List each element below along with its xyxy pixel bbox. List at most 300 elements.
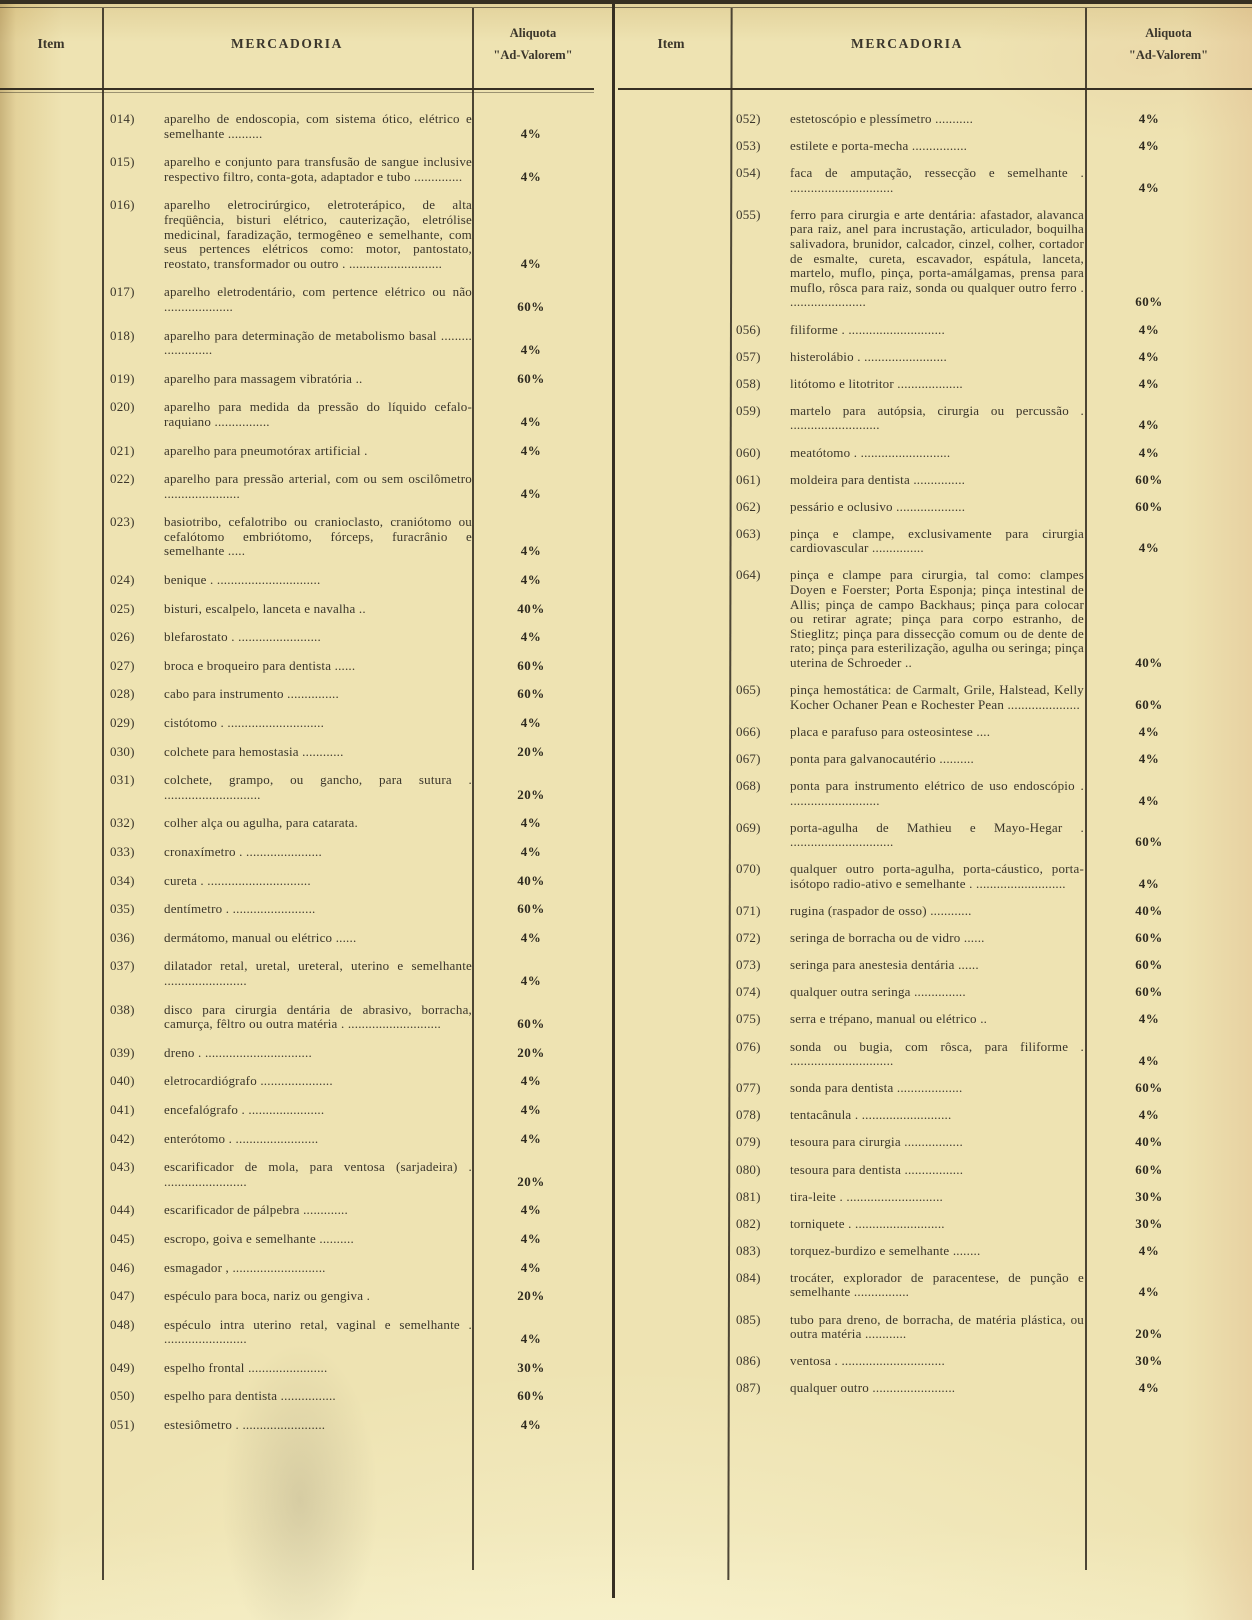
table-row bbox=[108, 687, 590, 702]
item-rate: 60% bbox=[517, 1388, 545, 1404]
item-rate: 4% bbox=[1138, 179, 1160, 195]
table-row bbox=[734, 725, 1230, 740]
item-description: qualquer outra seringa ............... bbox=[790, 984, 966, 1000]
item-number: 075) bbox=[736, 1011, 761, 1027]
table-row bbox=[734, 779, 1230, 808]
table-row bbox=[108, 1418, 590, 1433]
item-rate: 60% bbox=[1135, 930, 1163, 946]
table-row bbox=[108, 329, 590, 358]
table-row bbox=[108, 659, 590, 674]
item-description: espéculo intra uterino retal, vaginal e semelhante . ........................ bbox=[164, 1316, 472, 1347]
item-rate: 4% bbox=[1138, 792, 1160, 808]
item-description: tentacânula . .......................... bbox=[790, 1107, 952, 1123]
header-item-right: Item bbox=[657, 36, 685, 51]
item-description: cistótomo . ............................ bbox=[164, 715, 325, 731]
item-rate: 60% bbox=[1135, 984, 1163, 1000]
item-number: 071) bbox=[736, 903, 761, 919]
table-row bbox=[734, 1040, 1230, 1069]
item-description: basiotribo, cefalotribo ou cranioclasto, craniótomo ou cefalótomo embriótomo, fórceps, furacrânio e semelhante ..... bbox=[164, 514, 472, 559]
item-description: estesiômetro . ........................ bbox=[164, 1417, 326, 1433]
header-underline-right bbox=[618, 88, 1252, 90]
item-description: estetoscópio e plessímetro ........... bbox=[790, 111, 974, 126]
item-description: blefarostato . ........................ bbox=[164, 629, 321, 645]
table-row bbox=[734, 985, 1230, 1000]
item-description: seringa de borracha ou de vidro ...... bbox=[790, 930, 985, 946]
item-number: 082) bbox=[736, 1215, 761, 1231]
item-rate: 4% bbox=[1138, 138, 1160, 154]
table-row bbox=[108, 773, 590, 802]
item-description: aparelho de endoscopia, com sistema ótico, elétrico e semelhante .......... bbox=[164, 111, 472, 141]
entry-list-right bbox=[734, 112, 1230, 1396]
item-rate: 60% bbox=[517, 370, 545, 386]
item-number: 078) bbox=[736, 1107, 761, 1123]
item-description: rugina (raspador de osso) ............ bbox=[790, 903, 972, 919]
table-row bbox=[108, 1046, 590, 1061]
item-rate: 4% bbox=[520, 255, 542, 271]
item-description: broca e broqueiro para dentista ...... bbox=[164, 657, 356, 673]
item-rate: 4% bbox=[1138, 750, 1160, 766]
item-number: 086) bbox=[736, 1353, 761, 1369]
header-aliquota-right bbox=[1085, 0, 1252, 88]
item-description: aparelho eletrocirúrgico, eletroterápico, de alta freqüência, bisturi elétrico, cauterização, eletrólise medicinal, faradização, termogêneo e semelhante, com seus pertences elétricos como: motor, pantostato, reostato, transformador ou outro . ........................... bbox=[164, 197, 472, 271]
item-description: esmagador , ........................... bbox=[164, 1259, 326, 1275]
item-number: 025) bbox=[110, 600, 135, 616]
table-row bbox=[734, 323, 1230, 338]
item-rate: 60% bbox=[1135, 1161, 1163, 1177]
table-row bbox=[108, 602, 590, 617]
header-aliquota-right-line1: Aliquota bbox=[1145, 25, 1192, 40]
item-rate: 4% bbox=[520, 1331, 542, 1347]
table-row bbox=[734, 166, 1230, 195]
item-description: cureta . .............................. bbox=[164, 872, 311, 888]
item-description: qualquer outro ........................ bbox=[790, 1380, 956, 1396]
item-number: 039) bbox=[110, 1044, 135, 1060]
item-description: tubo para dreno, de borracha, de matéria plástica, ou outra matéria ............ bbox=[790, 1311, 1084, 1342]
table-row bbox=[108, 1203, 590, 1218]
item-number: 058) bbox=[736, 375, 761, 391]
item-rate: 4% bbox=[520, 1230, 542, 1246]
item-rate: 60% bbox=[1135, 471, 1163, 487]
item-number: 016) bbox=[110, 197, 135, 213]
item-number: 085) bbox=[736, 1311, 761, 1327]
table-row bbox=[108, 902, 590, 917]
item-description: enterótomo . ........................ bbox=[164, 1130, 319, 1146]
item-rate: 30% bbox=[1135, 1215, 1163, 1231]
item-number: 045) bbox=[110, 1230, 135, 1246]
table-row bbox=[108, 874, 590, 889]
header-aliquota-right-line2: "Ad-Valorem" bbox=[1128, 47, 1209, 62]
table-row bbox=[734, 683, 1230, 712]
item-rate: 20% bbox=[517, 1288, 545, 1304]
item-number: 020) bbox=[110, 399, 135, 415]
item-number: 047) bbox=[110, 1288, 135, 1304]
item-description: bisturi, escalpelo, lanceta e navalha .. bbox=[164, 600, 366, 616]
table-row bbox=[108, 155, 590, 184]
item-number: 036) bbox=[110, 929, 135, 945]
header-aliquota-left bbox=[472, 0, 594, 88]
item-description: faca de amputação, ressecção e semelhante . .............................. bbox=[790, 165, 1084, 195]
item-number: 049) bbox=[110, 1359, 135, 1375]
item-number: 065) bbox=[736, 682, 761, 698]
item-description: colher alça ou agulha, para catarata. bbox=[164, 815, 358, 831]
item-description: seringa para anestesia dentária ...... bbox=[790, 957, 979, 973]
table-row bbox=[108, 1132, 590, 1147]
item-description: dentímetro . ........................ bbox=[164, 901, 316, 917]
table-row bbox=[108, 845, 590, 860]
table-row bbox=[108, 515, 590, 559]
header-mercadoria-right: MERCADORIA bbox=[851, 36, 963, 51]
item-rate: 4% bbox=[520, 572, 542, 588]
item-description: trocáter, explorador de paracentese, de punção e semelhante ................ bbox=[790, 1269, 1084, 1300]
item-number: 076) bbox=[736, 1038, 761, 1054]
item-number: 038) bbox=[110, 1001, 135, 1017]
table-row bbox=[734, 1381, 1230, 1396]
item-rate: 4% bbox=[520, 485, 542, 501]
table-row bbox=[108, 472, 590, 501]
table-row bbox=[734, 568, 1230, 670]
item-number: 015) bbox=[110, 154, 135, 170]
table-row bbox=[734, 1081, 1230, 1096]
item-rate: 40% bbox=[1135, 1134, 1163, 1150]
item-number: 026) bbox=[110, 629, 135, 645]
item-description: aparelho para medida da pressão do líquido cefalo-raquiano ................ bbox=[164, 399, 472, 429]
item-description: aparelho para pressão arterial, com ou sem oscilômetro ...................... bbox=[164, 471, 472, 501]
item-rate: 4% bbox=[520, 629, 542, 645]
item-rate: 4% bbox=[1138, 723, 1160, 739]
item-description: tesoura para cirurgia ................. bbox=[790, 1134, 963, 1150]
item-rate: 4% bbox=[1138, 540, 1160, 556]
tariff-table-right bbox=[734, 112, 1230, 1396]
item-description: torniquete . .......................... bbox=[790, 1215, 945, 1231]
item-number: 069) bbox=[736, 819, 761, 835]
item-rate: 60% bbox=[517, 901, 545, 917]
item-description: escarificador de pálpebra ............. bbox=[164, 1202, 348, 1218]
item-rate: 60% bbox=[1135, 498, 1163, 514]
table-row bbox=[108, 1003, 590, 1032]
item-number: 073) bbox=[736, 957, 761, 973]
entry-list-left bbox=[108, 112, 590, 1433]
item-description: filiforme . ............................ bbox=[790, 321, 945, 337]
item-description: ventosa . .............................. bbox=[790, 1353, 945, 1369]
item-rate: 60% bbox=[517, 657, 545, 673]
table-row bbox=[734, 112, 1230, 127]
header-mercadoria-left: MERCADORIA bbox=[231, 36, 343, 51]
table-row bbox=[734, 1108, 1230, 1123]
item-description: sonda ou bugia, com rôsca, para filiforme . .............................. bbox=[790, 1038, 1084, 1069]
item-description: ferro para cirurgia e arte dentária: afastador, alavanca para raiz, anel para incrustação, articulador, boquilha salivadora, brunidor, calcador, cinzel, colher, cortador de esmalte, cureta, escavador, espátula, lanceta, martelo, muflo, pinça, porta-amálgamas, prensa para muflo, rôsca para raiz, sonda ou qualquer outro ferro . ...................... bbox=[790, 206, 1084, 310]
item-rate: 4% bbox=[520, 543, 542, 559]
table-row bbox=[108, 400, 590, 429]
item-rate: 60% bbox=[517, 1016, 545, 1032]
item-description: escropo, goiva e semelhante .......... bbox=[164, 1230, 354, 1246]
table-row bbox=[108, 1103, 590, 1118]
item-description: dermátomo, manual ou elétrico ...... bbox=[164, 929, 357, 945]
item-description: encefalógrafo . ...................... bbox=[164, 1101, 325, 1117]
table-row bbox=[108, 630, 590, 645]
item-number: 019) bbox=[110, 370, 135, 386]
item-number: 081) bbox=[736, 1188, 761, 1204]
item-number: 084) bbox=[736, 1269, 761, 1285]
table-row bbox=[734, 1190, 1230, 1205]
item-rate: 20% bbox=[517, 1173, 545, 1189]
table-row bbox=[734, 500, 1230, 515]
item-rate: 20% bbox=[517, 743, 545, 759]
item-rate: 4% bbox=[520, 1073, 542, 1089]
item-description: colchete para hemostasia ............ bbox=[164, 743, 344, 759]
item-rate: 4% bbox=[520, 1202, 542, 1218]
table-row bbox=[108, 1289, 590, 1304]
item-number: 035) bbox=[110, 901, 135, 917]
header-item-left: Item bbox=[37, 36, 65, 51]
item-rate: 4% bbox=[1138, 111, 1160, 126]
item-description: pinça e clampe, exclusivamente para cirurgia cardiovascular ............... bbox=[790, 525, 1084, 556]
table-row bbox=[108, 931, 590, 946]
item-description: serra e trépano, manual ou elétrico .. bbox=[790, 1011, 988, 1027]
table-row bbox=[734, 821, 1230, 850]
item-description: dilatador retal, uretal, ureteral, uterino e semelhante ........................ bbox=[164, 958, 472, 988]
item-number: 040) bbox=[110, 1073, 135, 1089]
item-description: pinça hemostática: de Carmalt, Grile, Halstead, Kelly Kocher Ochaner Pean e Rochester Pean ..................... bbox=[790, 682, 1084, 712]
item-rate: 4% bbox=[520, 1417, 542, 1433]
item-number: 053) bbox=[736, 138, 761, 154]
item-rate: 4% bbox=[520, 125, 542, 141]
item-number: 072) bbox=[736, 930, 761, 946]
table-row bbox=[108, 716, 590, 731]
item-description: aparelho e conjunto para transfusão de sangue inclusive respectivo filtro, conta-gota, adaptador e tubo .............. bbox=[164, 154, 472, 184]
item-column-rule-right bbox=[727, 8, 732, 1580]
item-number: 033) bbox=[110, 844, 135, 859]
item-number: 043) bbox=[110, 1159, 135, 1175]
table-row bbox=[734, 527, 1230, 556]
item-number: 014) bbox=[110, 111, 135, 126]
item-description: dreno . ............................... bbox=[164, 1044, 312, 1060]
table-row bbox=[734, 904, 1230, 919]
table-row bbox=[734, 1217, 1230, 1232]
item-rate: 4% bbox=[1138, 321, 1160, 337]
item-rate: 60% bbox=[517, 298, 545, 314]
item-rate: 4% bbox=[520, 972, 542, 988]
table-row bbox=[734, 446, 1230, 461]
item-description: moldeira para dentista ............... bbox=[790, 471, 966, 487]
table-row bbox=[734, 931, 1230, 946]
item-rate: 4% bbox=[520, 413, 542, 429]
item-number: 070) bbox=[736, 861, 761, 877]
item-number: 056) bbox=[736, 321, 761, 337]
item-description: aparelho para determinação de metabolismo basal ......... .............. bbox=[164, 327, 472, 358]
item-description: pessário e oclusivo .................... bbox=[790, 498, 966, 514]
table-row bbox=[734, 139, 1230, 154]
table-row bbox=[734, 1354, 1230, 1369]
item-description: placa e parafuso para osteosintese .... bbox=[790, 723, 991, 739]
table-row bbox=[734, 862, 1230, 891]
table-row bbox=[108, 1318, 590, 1347]
item-number: 079) bbox=[736, 1134, 761, 1150]
item-description: colchete, grampo, ou gancho, para sutura . ............................ bbox=[164, 772, 472, 802]
item-rate: 4% bbox=[1138, 875, 1160, 891]
item-description: aparelho para massagem vibratória .. bbox=[164, 370, 363, 386]
center-column-divider bbox=[612, 0, 615, 1598]
item-number: 024) bbox=[110, 572, 135, 588]
item-rate: 60% bbox=[1135, 957, 1163, 973]
table-row bbox=[108, 1361, 590, 1376]
table-row bbox=[108, 1232, 590, 1247]
table-row bbox=[108, 1074, 590, 1089]
item-description: tesoura para dentista ................. bbox=[790, 1161, 964, 1177]
item-description: sonda para dentista ................... bbox=[790, 1080, 963, 1096]
item-description: ponta para galvanocautério .......... bbox=[790, 750, 974, 766]
item-rate: 4% bbox=[520, 815, 542, 831]
item-number: 018) bbox=[110, 327, 135, 343]
tariff-table-left bbox=[108, 112, 590, 1433]
item-number: 037) bbox=[110, 958, 135, 974]
item-rate: 4% bbox=[1138, 417, 1160, 433]
item-description: aparelho para pneumotórax artificial . bbox=[164, 442, 368, 458]
item-rate: 60% bbox=[1135, 834, 1163, 850]
item-number: 052) bbox=[736, 111, 761, 126]
item-description: benique . .............................. bbox=[164, 572, 321, 588]
item-number: 050) bbox=[110, 1388, 135, 1404]
table-row bbox=[108, 816, 590, 831]
item-rate: 60% bbox=[1135, 1080, 1163, 1096]
item-number: 087) bbox=[736, 1380, 761, 1396]
table-row bbox=[108, 959, 590, 988]
item-rate: 4% bbox=[520, 168, 542, 184]
item-column-rule-left bbox=[102, 8, 104, 1580]
item-number: 083) bbox=[736, 1242, 761, 1258]
item-number: 054) bbox=[736, 165, 761, 181]
table-row bbox=[734, 958, 1230, 973]
item-description: cabo para instrumento ............... bbox=[164, 686, 339, 702]
item-rate: 20% bbox=[1135, 1326, 1163, 1342]
table-row bbox=[734, 473, 1230, 488]
table-row bbox=[734, 377, 1230, 392]
item-description: pinça e clampe para cirurgia, tal como: clampes Doyen e Foerster; Porta Esponja; pinça intestinal de Allis; pinça de campo Backhaus; pinça para colocar ou retirar agrate; pinça para corpo estranho, de Stieglitz; pinça para dissecção comum ou de dente de rato; pinça para esterilização, agulha ou seringa; pinça uterina de Schroeder .. bbox=[790, 567, 1084, 671]
table-row bbox=[734, 752, 1230, 767]
item-description: qualquer outro porta-agulha, porta-cáustico, porta-isótopo radio-ativo e semelhante . .......................... bbox=[790, 861, 1084, 891]
item-number: 042) bbox=[110, 1130, 135, 1146]
item-description: espelho frontal ....................... bbox=[164, 1359, 328, 1375]
item-description: aparelho eletrodentário, com pertence elétrico ou não .................... bbox=[164, 284, 472, 314]
item-number: 029) bbox=[110, 715, 135, 731]
table-row bbox=[108, 444, 590, 459]
item-rate: 4% bbox=[520, 844, 542, 859]
item-rate: 4% bbox=[520, 929, 542, 945]
item-description: ponta para instrumento elétrico de uso endoscópio . .......................... bbox=[790, 778, 1084, 808]
item-rate: 4% bbox=[1138, 1242, 1160, 1258]
table-row bbox=[108, 1160, 590, 1189]
item-rate: 4% bbox=[1138, 1380, 1160, 1396]
item-rate: 4% bbox=[520, 442, 542, 458]
item-rate: 30% bbox=[1135, 1353, 1163, 1369]
item-number: 034) bbox=[110, 872, 135, 888]
table-row bbox=[734, 1135, 1230, 1150]
item-number: 066) bbox=[736, 723, 761, 739]
item-rate: 30% bbox=[1135, 1188, 1163, 1204]
item-number: 063) bbox=[736, 525, 761, 541]
item-number: 067) bbox=[736, 750, 761, 766]
item-rate: 20% bbox=[517, 1044, 545, 1060]
item-rate: 4% bbox=[1138, 1053, 1160, 1069]
item-number: 048) bbox=[110, 1316, 135, 1332]
table-row bbox=[734, 404, 1230, 433]
item-rate: 60% bbox=[517, 686, 545, 702]
table-row bbox=[108, 1261, 590, 1276]
item-rate: 4% bbox=[1138, 1011, 1160, 1027]
item-number: 022) bbox=[110, 471, 135, 487]
item-description: espéculo para boca, nariz ou gengiva . bbox=[164, 1288, 371, 1304]
item-rate: 40% bbox=[1135, 655, 1163, 671]
item-rate: 40% bbox=[1135, 903, 1163, 919]
item-number: 027) bbox=[110, 657, 135, 673]
item-rate: 4% bbox=[1138, 375, 1160, 391]
item-number: 017) bbox=[110, 284, 135, 300]
item-number: 051) bbox=[110, 1417, 135, 1433]
item-rate: 4% bbox=[520, 1130, 542, 1146]
table-row bbox=[734, 1012, 1230, 1027]
table-row bbox=[108, 745, 590, 760]
item-number: 046) bbox=[110, 1259, 135, 1275]
item-rate: 4% bbox=[1138, 1107, 1160, 1123]
item-rate: 60% bbox=[1135, 696, 1163, 712]
item-number: 032) bbox=[110, 815, 135, 831]
item-number: 068) bbox=[736, 778, 761, 793]
item-number: 055) bbox=[736, 206, 761, 222]
table-row bbox=[734, 1163, 1230, 1178]
table-row bbox=[108, 285, 590, 314]
item-rate: 4% bbox=[1138, 444, 1160, 460]
header-aliquota-left-line2: "Ad-Valorem" bbox=[493, 47, 573, 62]
table-row bbox=[108, 573, 590, 588]
item-number: 023) bbox=[110, 514, 135, 530]
item-number: 044) bbox=[110, 1202, 135, 1218]
item-rate: 40% bbox=[517, 600, 545, 616]
item-description: torquez-burdizo e semelhante ........ bbox=[790, 1242, 981, 1258]
item-description: porta-agulha de Mathieu e Mayo-Hegar . .............................. bbox=[790, 819, 1084, 850]
item-number: 074) bbox=[736, 984, 761, 1000]
item-rate: 4% bbox=[520, 715, 542, 731]
item-description: histerolábio . ........................ bbox=[790, 348, 947, 364]
item-rate: 60% bbox=[1135, 294, 1163, 310]
item-rate: 4% bbox=[1138, 348, 1160, 364]
item-description: eletrocardiógrafo ..................... bbox=[164, 1073, 333, 1089]
item-rate: 20% bbox=[517, 786, 545, 802]
item-rate: 30% bbox=[517, 1359, 545, 1375]
item-number: 064) bbox=[736, 567, 761, 583]
item-number: 041) bbox=[110, 1101, 135, 1117]
table-row bbox=[734, 1244, 1230, 1259]
table-row bbox=[108, 1389, 590, 1404]
table-row bbox=[734, 1313, 1230, 1342]
item-description: meatótomo . .......................... bbox=[790, 444, 951, 460]
item-number: 077) bbox=[736, 1080, 761, 1096]
header-aliquota-left-line1: Aliquota bbox=[509, 25, 557, 40]
item-number: 061) bbox=[736, 471, 761, 487]
item-description: espelho para dentista ................ bbox=[164, 1388, 336, 1404]
item-number: 031) bbox=[110, 772, 135, 788]
item-description: disco para cirurgia dentária de abrasivo, borracha, camurça, fêltro ou outra matéria . ........................... bbox=[164, 1001, 472, 1032]
item-description: escarificador de mola, para ventosa (sarjadeira) . ........................ bbox=[164, 1159, 472, 1189]
item-rate: 4% bbox=[520, 1101, 542, 1117]
table-row bbox=[108, 372, 590, 387]
item-rate: 4% bbox=[1138, 1284, 1160, 1300]
item-number: 060) bbox=[736, 444, 761, 460]
item-description: tira-leite . ............................ bbox=[790, 1188, 943, 1204]
table-row bbox=[734, 208, 1230, 310]
item-number: 030) bbox=[110, 743, 135, 759]
table-row bbox=[734, 350, 1230, 365]
item-rate: 4% bbox=[520, 1259, 542, 1275]
item-number: 021) bbox=[110, 442, 135, 458]
